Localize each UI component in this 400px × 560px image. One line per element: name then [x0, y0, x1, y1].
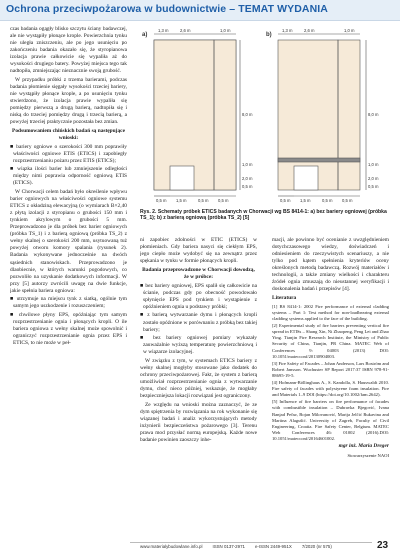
- dim-a-top-left: 1,3 m: [158, 28, 169, 33]
- reference-item: [1] BS 8414-1: 2002 Fire performance of external cladding systems – Part 1: Test method for non-loadbearing external cladding systems applied to the face of the building.: [272, 303, 389, 322]
- dim-b-top-left: 1,3 m: [282, 28, 293, 33]
- reference-item: [5] Influence of fire barriers on fire performance of facades with combustible insulation – Dubravka Bjegović, Ivana Banjad Pečur, Bojan Milovanović, Marija Jelčić Rukavina and Martina Alagušić. University of Zagreb, Faculty of Civil Engineering, Croatia. Fire Safety Center, Belgium. MATEC Web Conferences 46: 01002 (2016).DOI: 10.1051/matecconf/20164601002.: [272, 399, 389, 441]
- text-column-a: [10, 26, 127, 532]
- page-title: Ochrona przeciwpożarowa w budownictwie – TEMAT WYDANIA: [6, 3, 328, 15]
- paragraph: W Chorwacji celem badań było określenie wpływu barier ogniowych na właściwości ogniowe systemu ETICS z okładziną elewacyjną (o wymiarach B×2,40 z płytą izolacji z styropianu o grubości 150 mm i tynkiem akrylowym o grubości 5 mm. Przeprowadzono je dla próbek bez barier ogniowych (próbka TS_1) i z barierą ogniową (próbka TS_2) z wełny skalnej o szerokości 200 mm, usytuowaną tuż powyżej otworu komory spalania (rysunek 2). Badania wykonywane jednocześnie na dwóch sąsiednich stanowiskach. Przeprowadzono je dlaobiecnie, w których warunki pogodowych, co pozwoliło na uzyskanie dodatkowych informacji. W przy [5] autorzy zwrócili uwagę na dwie funkcje, jakie spełnia bariera ogniowa:: [10, 189, 127, 294]
- dim-b-top-mid: 2,6 m: [304, 28, 315, 33]
- dim-b-bottom-far: 0,5 m: [342, 198, 353, 203]
- figure-schematics: [140, 26, 390, 222]
- footer-eissn: e-ISSN 2449-951X: [254, 544, 292, 549]
- section-heading: Podsumowaniem chińskich badań są następujące wnioski:: [12, 128, 125, 142]
- paragraph: W związku z tym, w systemach ETICS bariery z wełny skalnej mogłyby stosowane jako dodatek do ochrony przeciwpożarowej. Fakt, że system z barierą umożliwiał rozprzestrzenianie ognia z wytwarzanie dymu, choć nieco później, wskazuje, że mogłaby bezpieczniejsza lokacji rozwiązań jest ograniczony.: [140, 357, 257, 399]
- bullet-item: ■ z barierą wytwarzanie dymu i płonących kropli zostało opóźnione w porównaniu z próbką bez takiej bariery;: [140, 312, 257, 333]
- references-list: [272, 304, 389, 442]
- header-bar: [0, 0, 400, 21]
- dim-a-bottom-mid: 1,5 m: [176, 198, 187, 203]
- dim-a-h2: 2,0 m: [242, 176, 253, 181]
- diagram-a: [154, 34, 240, 196]
- references-heading: Literatura: [272, 295, 297, 302]
- combustion-chamber-b: [294, 166, 318, 190]
- combustion-chamber-a: [170, 166, 194, 190]
- dim-a-top-mid: 2,6 m: [180, 28, 191, 33]
- reference-item: [2] Experimental study of fire barriers preventing vertical fire spread in ETISs – Shang Xin, Ni Zhaopeng, Peng Lei and Zhao Ying. Tianjin Fire Research Institute, the Ministry of Public Security of China, Tianjin, PR China. MATEC Web of Conferences 9: 04003 (2013) DOI: 10.1051/matecconf/20130904003.: [272, 323, 389, 359]
- dim-b-h3: 0,5 m: [368, 184, 379, 189]
- author-signature: mgr inż. Maria Dreger: [338, 442, 389, 449]
- page-number: 23: [377, 540, 389, 551]
- footer-issue: 7/2020 (nr 575): [301, 544, 332, 549]
- footer-info: [140, 544, 332, 549]
- dim-b-height: 8,0 m: [368, 112, 379, 117]
- dim-a-bottom-right: 0,5 m: [198, 198, 209, 203]
- dim-a-top-right: 1,0 m: [220, 28, 231, 33]
- reference-item: [4] Hofmann-Böllinghaus A., S. Kandolla, S. Hauswaldt 2010. Fire safety of facades with polystyrene foam insulation. Fire and Materials 1–9 DOI (https://doi.org/10.1002/fam.2642).: [272, 380, 389, 398]
- bullet-item: ■ bariery ogniowe o szerokości 300 mm poprawiły właściwości ogniowe ETIS (ETICS) i zapobiegły rozprzestrzenianiu pożaru przez ETIS (ETICS);: [10, 143, 127, 164]
- text-column-b: [140, 237, 257, 532]
- paragraph: macji, ale powinno być ocenianie z uwzględnieniem dotychczasowego wiedzy, doświadczeń i odniesieniem do rzeczywistych scenariuszy, a nie tylko pod kątem spełnienia kryteriów oceny określonych metodą badawczą. Rozwój materiałów i technologii, a także zmiany wielkości i charakteru źródeł ognia zmuszają do nieustannej weryfikacji i doskonalenia badań i przepisów [4].: [272, 237, 389, 293]
- bullet-item: ■ wiązka ilości barier lub zmniejszenie odległości między nimi poprawia odporność ogniową ETIS (ETICS).: [10, 166, 127, 187]
- fire-barrier-b: [278, 158, 360, 162]
- dim-b-bottom-right: 0,5 m: [322, 198, 333, 203]
- text-column-c: [272, 237, 389, 532]
- figure-caption: Rys. 2. Schematy próbek ETICS badanych w Chorwacji wg BS 8414-1: a) bez bariery ogniowej (próbka TS_1); b) z barierą ogniową (próbka TS_2) [5]: [140, 209, 387, 222]
- dim-a-height: 8,0 m: [242, 112, 253, 117]
- bullet-item: ■ bez bariery ogniowej pomiary wykazały zauważalnie wyższą temperaturę powierzchniową i w wiązarze izolacyjnej.: [140, 335, 257, 356]
- bullet-item: ■ bez bariery ogniowej, EPS spalił się całkowicie na ścianie, podczas gdy po obecność powodowało spłynięcie EPS pod tynkiem i wystąpienie z opóźnieniem ognia u podstawy próbki;: [140, 282, 257, 310]
- dim-a-h1: 1,0 m: [242, 162, 253, 167]
- dim-a-h3: 0,5 m: [242, 184, 253, 189]
- diagram-b: [278, 34, 366, 196]
- figure-diagram: [140, 26, 390, 208]
- reference-item: [3] Fire Safety of Facades – Johan Anderson, Lars Boström and Robert Jansson. Wuchuster SP Report 2017:37 ISBN 978-91-88695-19-5.: [272, 360, 389, 378]
- dim-b-h1: 1,0 m: [368, 162, 379, 167]
- section-heading: Badania przeprowadzone w Chorwacji dowodzą, że w próbce:: [142, 267, 255, 281]
- bullet-item: ■ chwilowe płyny EPS, opóźniając tym samym rozprzestrzenianie ognia i płonących kropli. O ile bariera ogniowa z wełny skalnej może spowolnić i ograniczyć rozprzestrzenianie ognia przez EPS i ETICS, to nie może w peł-: [10, 311, 127, 347]
- dim-b-bottom-mid: 1,5 m: [300, 198, 311, 203]
- paragraph: ni zapobiec zdolności w ETIC (ETICS) w płomieniach. Gdy bariera nasyci się ciekłym EPS, jego ciepło może wydobyć się na zewnątrz przez spękania w tynku w formie płonących kropli.: [140, 237, 257, 265]
- author-affiliation: Stowarzyszenie NAOI: [347, 452, 389, 458]
- dim-b-h2: 2,0 m: [368, 176, 379, 181]
- dim-b-bottom-left: 0,5 m: [280, 198, 291, 203]
- footer-website: www.materialybudowlane.info.pl: [140, 544, 203, 549]
- dim-a-bottom-left: 0,5 m: [156, 198, 167, 203]
- page-footer: [0, 540, 400, 560]
- dim-a-bottom-far: 0,5 m: [218, 198, 229, 203]
- label-a: a): [142, 32, 148, 38]
- dim-b-top-right: 1,0 m: [344, 28, 355, 33]
- label-b: b): [266, 32, 272, 38]
- footer-issn: ISSN 0137-2971: [212, 544, 245, 549]
- paragraph: czas badania ogągły blisko szczytu ściany badawczej, ale nie wystąpiły płonące krople. Powierzchnia tynku nie uległa zniszczeniu, ale po jego usunięciu po zakończeniu badania okazało się, że styropianowa izolacja prawie całkowicie się wypaliła aż do wysokości drugiego batery. Powyżej miejsca tego tak nadtopiła, zmniejszając nieznacznie swoją grubość.: [10, 26, 127, 75]
- paragraph: Ze względu na wnioski można zaznaczyć, że ze dym spiętrzenia by rozwiązania na rok wykonanie się wiązanej badań i analiz wykorzystujących metody inżynierii bezpieczeństwa pożarowego [3]. Terenu prawa mod przysłać normą europejską. Każde nowe badanie powinien zaoszczy inhe-: [140, 401, 257, 443]
- paragraph: W przypadku próbki z trzema barierami, podczas badania płomienie sięgały wysokości trzeciej bariery, nie wystąpiły płonące krople, a po usunięciu tynku stwierdzono, że izolacja prawie wypaliła się pomiędzy pierwszą a drugą barierą, nadtopiła się i niską do trzeciej pomiędzy drugą i trzecią barierą, a powyżej trzeciej praktycznie pozostała bez zmian.: [10, 76, 127, 126]
- bullet-item: ■ utrzymuje na miejscu tynk z siatką, ogólnie tym samym jego uszkodzenie i rozuszczeniem;: [10, 296, 127, 310]
